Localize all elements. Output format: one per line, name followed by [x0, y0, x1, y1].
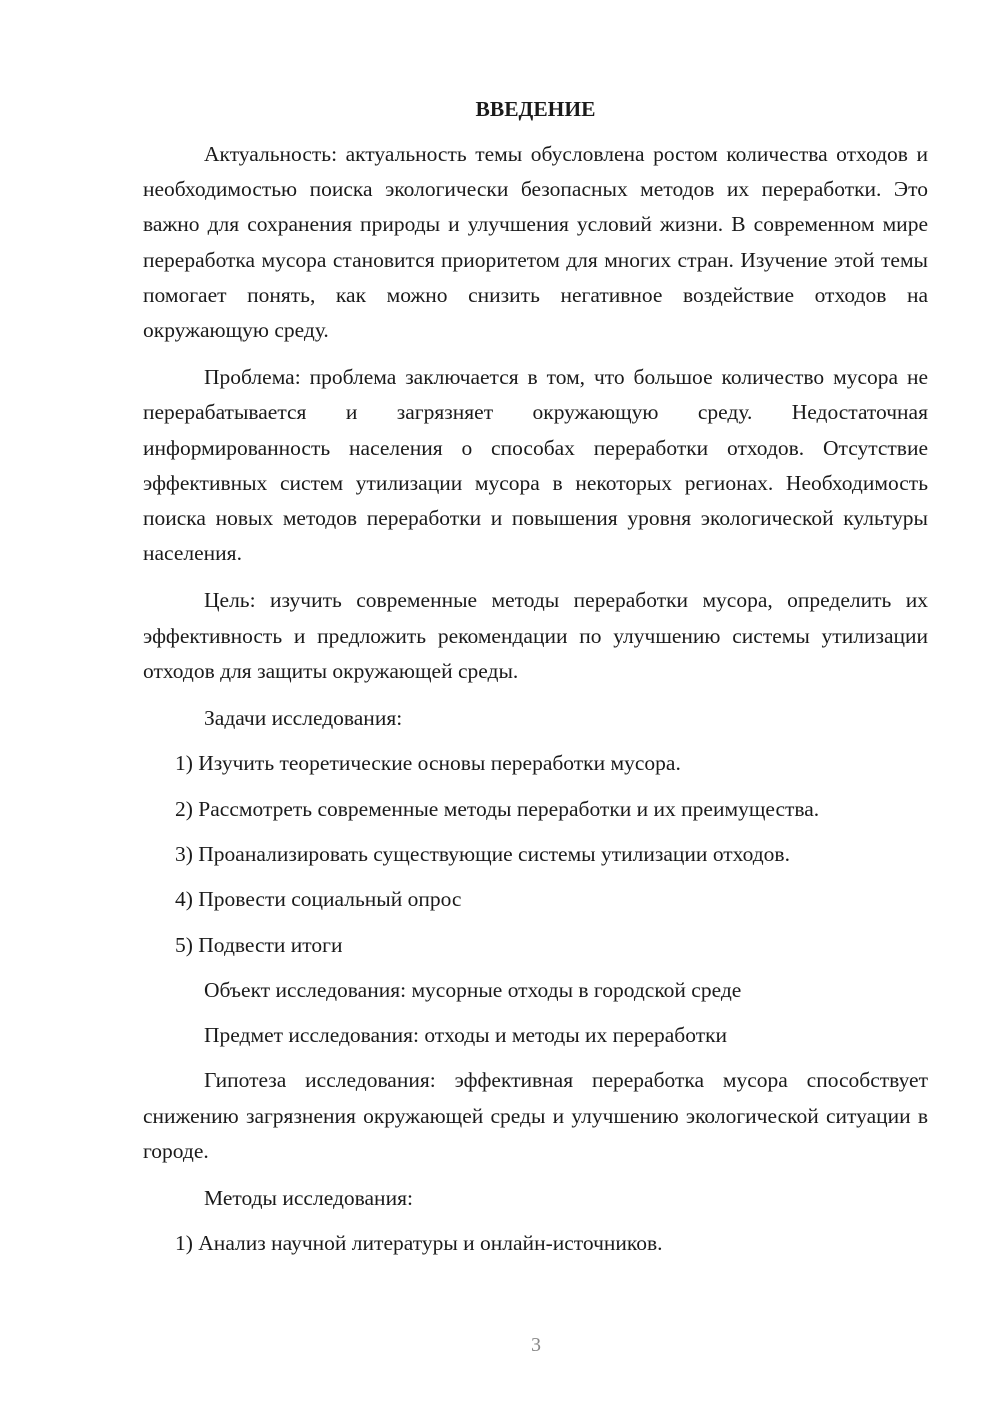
method-item: 1) Анализ научной литературы и онлайн-источников. — [175, 1231, 663, 1256]
methods-heading: Методы исследования: — [204, 1186, 413, 1211]
section-title: ВВЕДЕНИЕ — [475, 97, 596, 121]
hypothesis-paragraph: Гипотеза исследования: эффективная переработка мусора способствует снижению загрязнения окружающей среды и улучшению экологической ситуации в городе. — [143, 1068, 928, 1163]
relevance-paragraph: Актуальность: актуальность темы обусловлена ростом количества отходов и необходимостью поиска экологически безопасных методов их переработки. Это важно для сохранения природы и улучшения условий жизни. В современном мире переработка мусора становится приоритетом для многих стран. Изучение этой темы помогает понять, как можно снизить негативное воздействие отходов на окружающую среду. — [143, 142, 928, 343]
research-object: Объект исследования: мусорные отходы в городской среде — [204, 977, 742, 1002]
task-item: 3) Проанализировать существующие системы утилизации отходов. — [175, 841, 790, 866]
task-item: 5) Подвести итоги — [175, 932, 343, 957]
problem-paragraph: Проблема: проблема заключается в том, что большое количество мусора не перерабатывается и загрязняет окружающую среду. Недостаточная информированность населения о способах переработки отходов. Отсутствие эффективных систем утилизации мусора в некоторых регионах. Необходимость поиска новых методов переработки и повышения уровня экологической культуры населения. — [143, 365, 928, 566]
document-body — [143, 93, 928, 1272]
page-number: 3 — [531, 1334, 541, 1356]
task-item: 2) Рассмотреть современные методы переработки и их преимущества. — [175, 796, 820, 821]
task-item: 4) Провести социальный опрос — [175, 887, 462, 912]
goal-paragraph: Цель: изучить современные методы переработки мусора, определить их эффективность и предложить рекомендации по улучшению системы утилизации отходов для защиты окружающей среды. — [143, 588, 928, 683]
tasks-heading: Задачи исследования: — [204, 706, 403, 731]
research-subject: Предмет исследования: отходы и методы их переработки — [204, 1023, 728, 1048]
task-item: 1) Изучить теоретические основы переработки мусора. — [175, 751, 681, 776]
